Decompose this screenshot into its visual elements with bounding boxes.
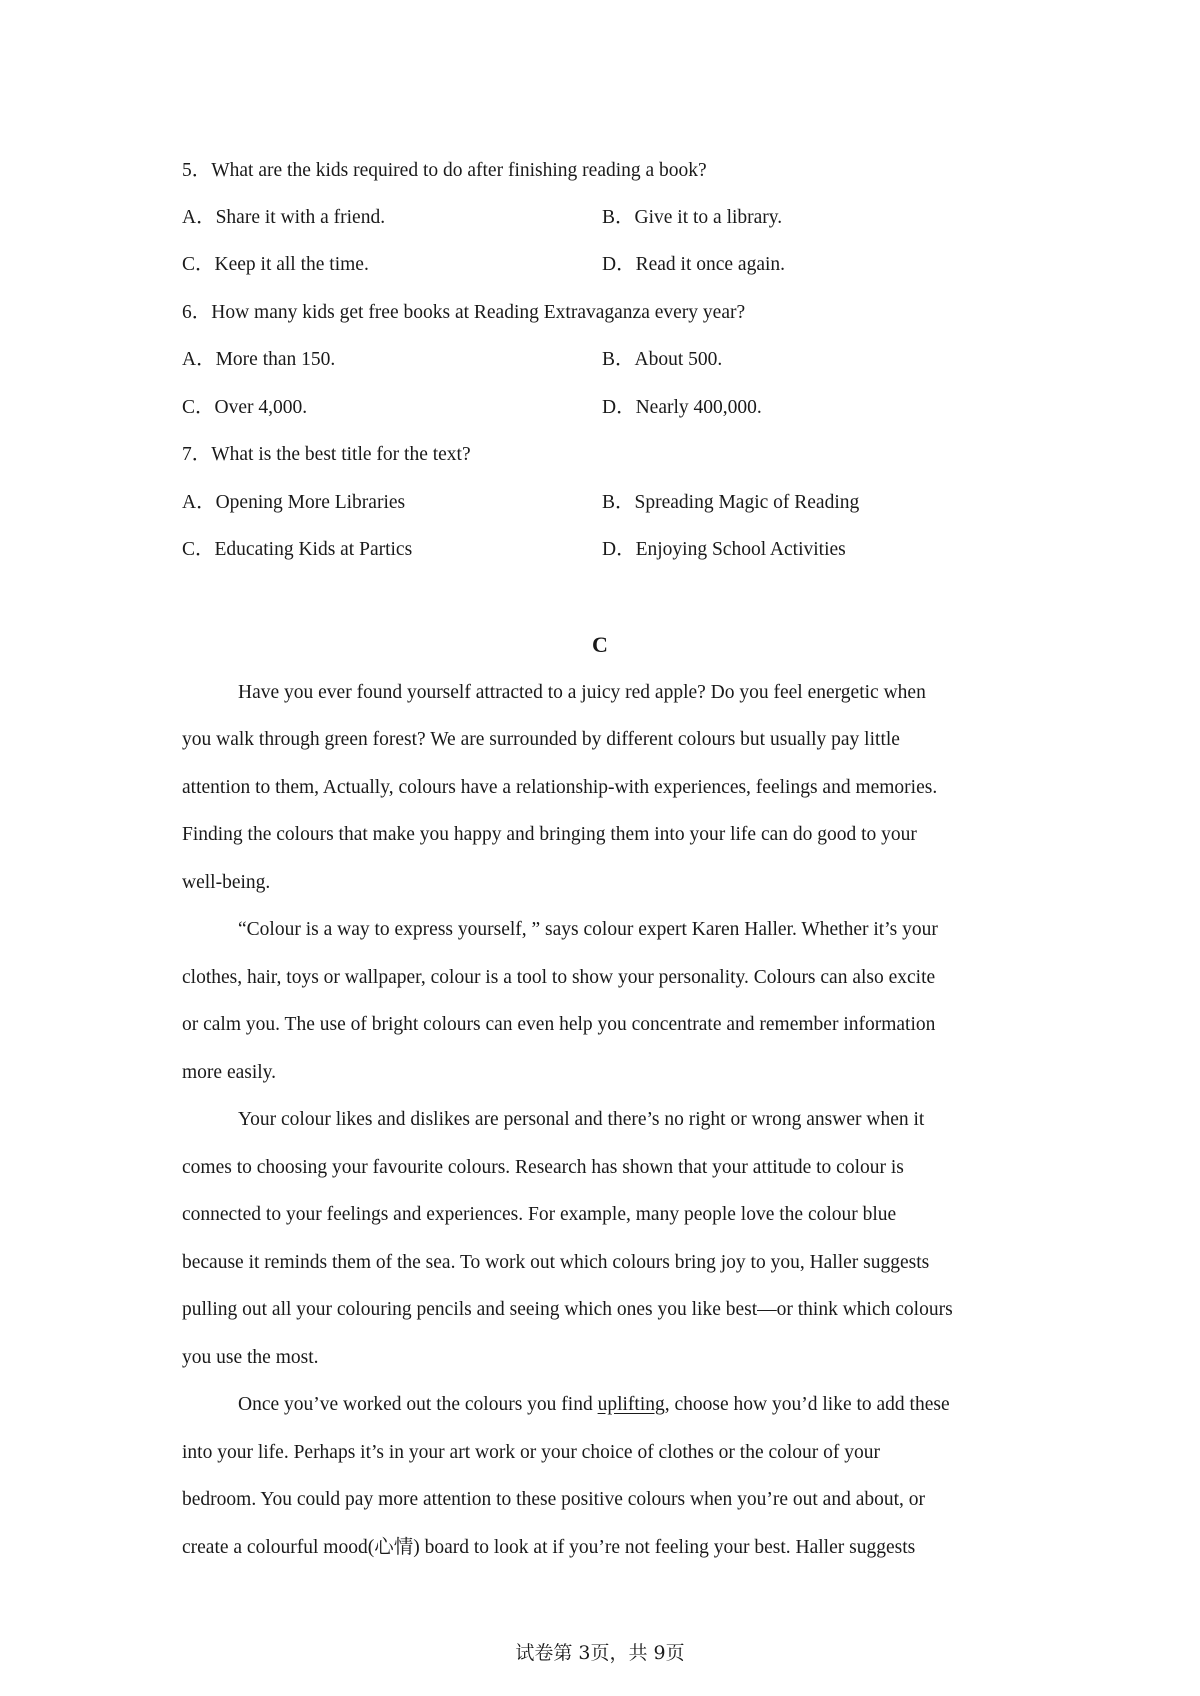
- question-7-option-d[interactable]: D．Enjoying School Activities: [602, 539, 846, 560]
- paragraph-4-line-3: bedroom. You could pay more attention to these positive colours when you’re out and about, or: [182, 1489, 926, 1510]
- paragraph-2-line-3: or calm you. The use of bright colours can even help you concentrate and remember information: [182, 1014, 936, 1035]
- question-7-option-b[interactable]: B．Spreading Magic of Reading: [602, 492, 860, 513]
- question-6-option-c[interactable]: C．Over 4,000.: [182, 397, 308, 418]
- paragraph-3-line-4: because it reminds them of the sea. To work out which colours bring joy to you, Haller suggests: [182, 1252, 930, 1273]
- paragraph-4-line-1-post: , choose how you’d like to add these: [664, 1394, 950, 1415]
- section-c-heading: C: [592, 632, 608, 657]
- question-5-stem: 5．What are the kids required to do after finishing reading a book?: [182, 160, 707, 181]
- paragraph-1-line-3: attention to them, Actually, colours have a relationship-with experiences, feelings and memories.: [182, 777, 938, 798]
- question-7-option-c[interactable]: C．Educating Kids at Partics: [182, 539, 413, 560]
- question-7-stem: 7．What is the best title for the text?: [182, 444, 471, 465]
- paragraph-1-line-1: Have you ever found yourself attracted to a juicy red apple? Do you feel energetic when: [238, 682, 926, 703]
- paragraph-2-line-1: “Colour is a way to express yourself, ” says colour expert Karen Haller. Whether it’s your: [238, 919, 938, 940]
- paragraph-3-line-2: comes to choosing your favourite colours. Research has shown that your attitude to colour is: [182, 1157, 904, 1178]
- question-5-option-a[interactable]: A．Share it with a friend.: [182, 207, 386, 228]
- paragraph-4-line-4: create a colourful mood(心情) board to look at if you’re not feeling your best. Haller suggests: [182, 1537, 916, 1558]
- paragraph-1-line-5: well-being.: [182, 872, 271, 893]
- underlined-word-uplifting: uplifting: [597, 1394, 665, 1415]
- page-footer: 试卷第 3页，共 9页: [515, 1642, 685, 1664]
- question-5-option-b[interactable]: B．Give it to a library.: [602, 207, 783, 228]
- paragraph-3-line-3: connected to your feelings and experiences. For example, many people love the colour blue: [182, 1204, 897, 1225]
- paragraph-1-line-2: you walk through green forest? We are surrounded by different colours but usually pay little: [182, 729, 900, 750]
- paragraph-2-line-4: more easily.: [182, 1062, 277, 1083]
- paragraph-3-line-6: you use the most.: [182, 1347, 319, 1368]
- question-6-option-d[interactable]: D．Nearly 400,000.: [602, 397, 762, 418]
- question-5-option-d[interactable]: D．Read it once again.: [602, 254, 786, 275]
- paragraph-1-line-4: Finding the colours that make you happy and bringing them into your life can do good to your: [182, 824, 917, 845]
- paragraph-4-line-2: into your life. Perhaps it’s in your art work or your choice of clothes or the colour of your: [182, 1442, 881, 1463]
- question-6-option-a[interactable]: A．More than 150.: [182, 349, 336, 370]
- question-6-option-b[interactable]: B．About 500.: [602, 349, 723, 370]
- paragraph-2-line-2: clothes, hair, toys or wallpaper, colour is a tool to show your personality. Colours can also excite: [182, 967, 936, 988]
- question-5-option-c[interactable]: C．Keep it all the time.: [182, 254, 369, 275]
- paragraph-4-line-1-pre: Once you’ve worked out the colours you find: [238, 1394, 598, 1415]
- paragraph-3-line-1: Your colour likes and dislikes are personal and there’s no right or wrong answer when it: [238, 1109, 925, 1130]
- question-7-option-a[interactable]: A．Opening More Libraries: [182, 492, 406, 513]
- question-6-stem: 6．How many kids get free books at Reading Extravaganza every year?: [182, 302, 746, 323]
- paragraph-3-line-5: pulling out all your colouring pencils and seeing which ones you like best—or think which colours: [182, 1299, 953, 1320]
- paragraph-4-line-1: [238, 1392, 950, 1418]
